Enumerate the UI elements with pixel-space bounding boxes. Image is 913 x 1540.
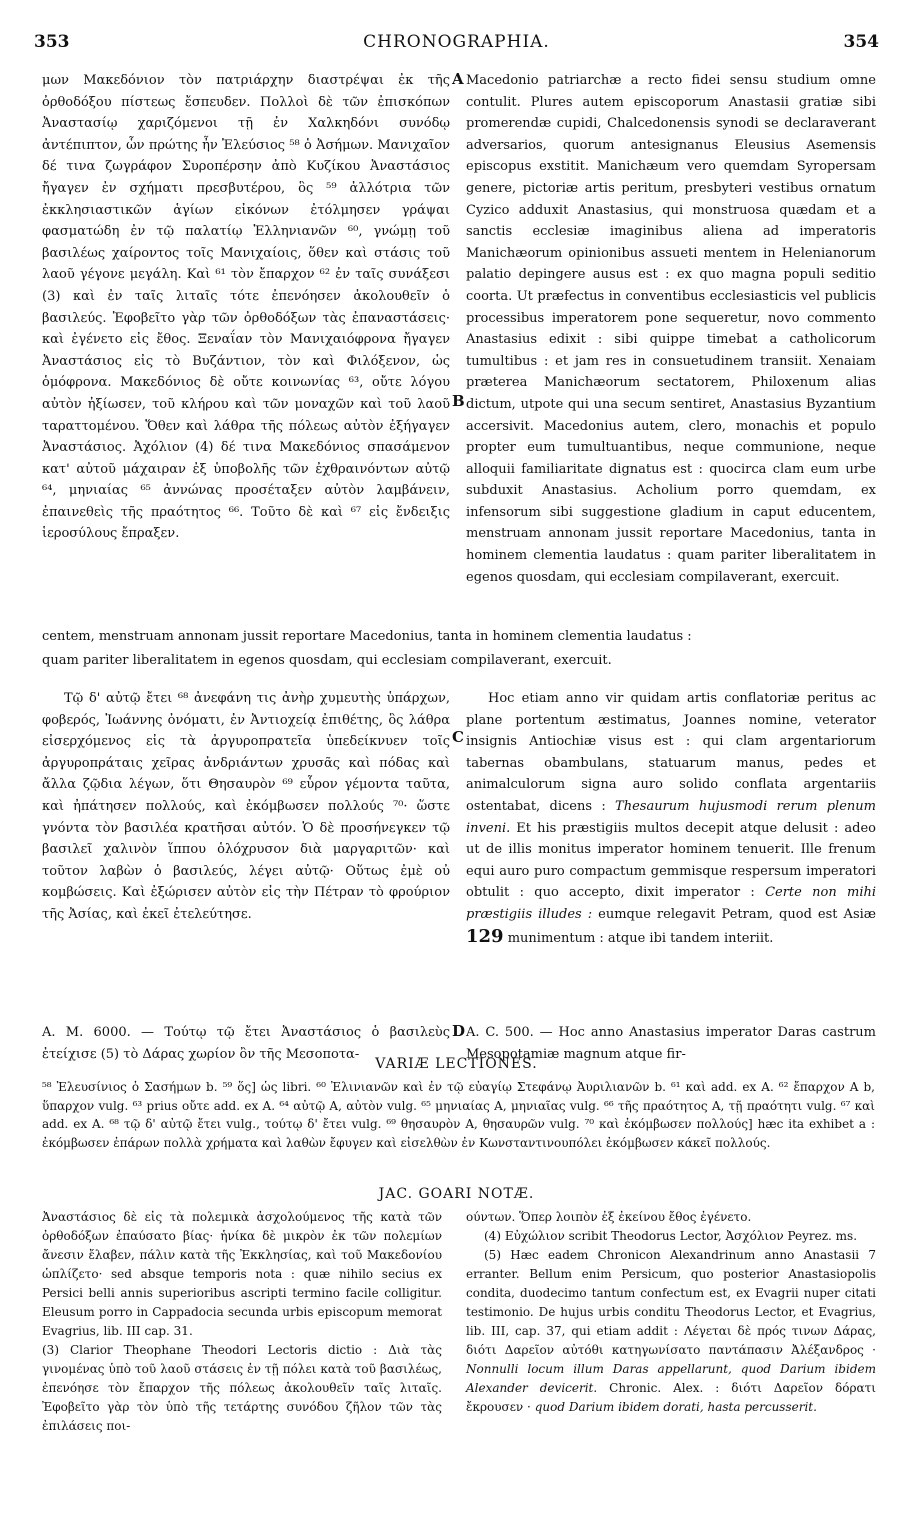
fullwidth-line-1: centem, menstruam annonam jussit reportare Macedonius, tanta in hominem clementia laudatus :	[42, 629, 692, 644]
variae-lectiones-text: ⁵⁸ Ἐλευσίνιος ὁ Σασήμων b. ⁵⁹ ὅς] ὡς libri. ⁶⁰ Ἐλινιανῶν καὶ ἐν τῷ εὐαγίῳ Στεφάνῳ Ἀυριλιανῶν b. ⁶¹ καὶ add. ex A. ⁶² ἔπαρχον A b, ὕπαρχον vulg. ⁶³ prius οὔτε add. ex A. ⁶⁴ αὐτῷ A, αὐτὸν vulg. ⁶⁵ μηνιαίας A, μηνιαῖας vulg. ⁶⁶ τῆς πραότητος A, τῇ πραότητι vulg. ⁶⁷ καὶ add. ex A. ⁶⁸ τῷ δ' αὐτῷ ἔτει vulg., τούτῳ δ' ἔτει vulg. ⁶⁹ θησαυρὸν A, θησαυρῶν vulg. ⁷⁰ καὶ ἐκόμβωσεν πολλούς] hæc ita exhibet a : ἐκόμβωσεν ἐπάρων πολλὰ χρήματα καὶ λαθὼν ἔφυγεν καὶ εἰσελθὼν ἐν Κωνσταντινουπόλει ἐκόμβωσεν κάκεῖ πολλούς.	[42, 1080, 875, 1150]
latin-paragraph-2	[466, 688, 876, 949]
latin-paragraph-1: Macedonio patriarchæ a recto fidei sensu studium omne contulit. Plures autem episcoporum Anastasii gratiæ sibi promerendæ cupidi, Chalcedonensis synodi se declaraverant adversarios, quorum antesignanus Eleusius Asemensis episcopus exstitit. Manichæum vero quemdam Syropersam genere, pictoriæ artis peritum, presbyteri vestibus ornatum Cyzico adduxit Anastasius, qui monstruosa quædam et a sanctis ecclesiæ imaginibus aliena ad imperatoris Manichæorum opinionibus assueti mentem in Helenianorum palatio depingere ausus est : ex quo magna populi seditio coorta. Ut præfectus in conventibus ecclesiasticis vel publicis processibus imperatorem pone sequeretur, novo commento Anastasius edixit : sibi quippe timebat a catholicorum tumultibus : et jam res in consuetudinem transiit. Xenaiam præterea Manichæorum sectatorem, Philoxenum alias dictum, utpote qui una secum sentiret, Anastasius Byzantium accersivit. Macedonius autem, clero, monachis et populo propter eum tumultuantibus, neque communione, neque alloquii familiaritate dignatus est : quocirca clam eum urbe subduxit Anastasius. Acholium porro quemdam, ex infensorum sibi suggestione gladium in caput educentem, menstruam annonam jussit reportare Macedonius, tanta in hominem clementia laudatus : quam pariter liberalitatem in egenos quosdam, qui ecclesiam compilaverant, exercuit.	[466, 73, 876, 585]
latin-text-2c: eumque relegavit Petram, quod est Asiæ	[598, 906, 876, 922]
note-text-right-1: ούντων. Ὅπερ λοιπὸν ἐξ ἐκείνου ἔθος ἐγένετο.	[466, 1210, 752, 1224]
notes-left-column	[42, 1208, 442, 1436]
note-text-left-2: (3) Clarior Theophane Theodori Lectoris dictio : Διὰ τὰς γινομένας ὑπὸ τοῦ λαοῦ στάσεις ἐν τῇ πόλει κατὰ τοῦ βασιλέως, ἐπενόησε τὸν ἔπαρχον τῆς πόλεως ἀκολουθεῖν ταῖς λιταῖς. Ἐφοβεῖτο γὰρ τὸν ὑπὸ τῆς τετάρτης συνόδου ζῆλον τῶν τὰς ἐπιλάσεις ποι-	[42, 1343, 442, 1433]
page-header	[34, 32, 879, 58]
note-text-left-1: Ἀναστάσιος δὲ εἰς τὰ πολεμικὰ ἀσχολούμενος τῆς κατὰ τῶν ὀρθοδόξων ἐπαύσατο βίας· ἡνίκα δὲ μικρὸν ἐκ τῶν πολεμίων ἄνεσιν ἔλαβεν, πάλιν κατὰ τῆς Ἐκκλησίας, καὶ τοῦ Μακεδονίου ὡπλίζετο· sed absque temporis nota : quæ nihilo secius ex Persici belli annis superioribus ascripti termino facile colligitur. Eleusum porro in Cappadocia secunda urbis episcopum memorat Evagrius, lib. III cap. 31.	[42, 1210, 442, 1338]
page-number-right: 354	[843, 32, 879, 52]
latin-quote-1: Thesaurum hujusmodi rerum plenum inveni.	[466, 798, 876, 836]
notes-heading: JAC. GOARI NOTÆ.	[378, 1186, 535, 1202]
fullwidth-line-2: quam pariter liberalitatem in egenos quosdam, qui ecclesiam compilaverant, exercuit.	[42, 653, 612, 668]
note-right-3a: (5) Hæc eadem Chronicon Alexandrinum anno Anastasii 7 erranter. Bellum enim Persicum, quo posterior Anastasiopolis condita, duodecimo tantum confectum est, ex Evagrii nuper citati testimonio. De hujus urbis conditu Theodorus Lector, et Evagrius, lib. III, cap. 37, qui etiam addit : Λέγεται δὲ πρός τινων Δάρας, διότι Δαρεῖον αὐτόθι κατηγωνίσατο παντάπασιν Ἀλέξανδρος ·	[466, 1248, 876, 1357]
margin-letter-b: B	[452, 392, 465, 410]
margin-letter-c: C	[452, 728, 464, 746]
note-right-3b: Chronic. Alex. : διότι Δαρεῖον δόρατι ἔκρουσεν ·	[466, 1381, 876, 1414]
margin-letter-a: A	[452, 70, 464, 88]
latin-year-entry: A. C. 500. — Hoc anno Anastasius imperator Daras castrum Mesopotamiæ magnum atque fir-	[466, 1025, 876, 1062]
greek-year-entry: A. M. 6000. — Τούτῳ τῷ ἔτει Ἀναστάσιος ὁ βασιλεὺς ἐτείχισε (5) τὸ Δάρας χωρίον ὂν τῆς Μεσοποτα-	[42, 1025, 450, 1062]
latin-column-2	[466, 688, 876, 1006]
margin-number: 129	[466, 925, 504, 947]
notes-right-column	[466, 1208, 876, 1417]
note-text-right-2: (4) Εὐχώλιον scribit Theodorus Lector, Ἀσχόλιον Peyrez. ms.	[484, 1229, 858, 1243]
latin-text-2b: Et his præstigiis multos decepit atque delusit : adeo ut de illis monitus imperator hominem tenuerit. Ille frenum equi auro puro compactum gemmisque respersum imperatori obtulit : quo accepto, dixit imperator :	[466, 820, 876, 901]
greek-column-2	[42, 688, 450, 1006]
greek-paragraph-1: μων Μακεδόνιον τὸν πατριάρχην διαστρέψαι ἐκ τῆς ὀρθοδόξου πίστεως ἔσπευδεν. Πολλοὶ δὲ τῶν ἐπισκόπων Ἀναστασίῳ χαριζόμενοι τῇ ἐν Χαλκηδόνι συνόδῳ ἀντέπιπτον, ὧν πρώτης ἦν Ἐλεύσιος ⁵⁸ ὁ Ἀσήμων. Μανιχαῖον δέ τινα ζωγράφον Συροπέρσην ἀπὸ Κυζίκου Ἀναστάσιος ἤγαγεν ἐν σχήματι πρεσβυτέρου, ὃς ⁵⁹ ἀλλότρια τῶν ἐκκλησιαστικῶν ἁγίων εἰκόνων ἐτόλμησεν γράψαι φασματώδη ἐν τῷ παλατίῳ Ἑλληνιανῶν ⁶⁰, γνώμῃ τοῦ βασιλέως χαίροντος τοῖς Μανιχαίοις, ὅθεν καὶ στάσις τοῦ λαοῦ γέγονε μεγάλη. Καὶ ⁶¹ τὸν ἔπαρχον ⁶² ἐν ταῖς συνάξεσι (3) καὶ ἐν ταῖς λιταῖς τότε ἐπενόησεν ἀκολουθεῖν ὁ βασιλεύς. Ἐφοβεῖτο γὰρ τῶν ὀρθοδόξων τὰς ἐπαναστάσεις· καὶ ἐγένετο εἰς ἔθος. Ξεναΐαν τὸν Μανιχαιόφρονα ἤγαγεν Ἀναστάσιος εἰς τὸ Βυζάντιον, τὸν καὶ Φιλόξενον, ὡς ὁμόφρονα. Μακεδόνιος δὲ οὔτε κοινωνίας ⁶³, οὔτε λόγου αὐτὸν ἠξίωσεν, τοῦ κλήρου καὶ τῶν μοναχῶν καὶ τοῦ λαοῦ ταραττομένου. Ὅθεν καὶ λάθρα τῆς πόλεως αὐτὸν ἐξήγαγεν Ἀναστάσιος. Ἀχόλιον (4) δέ τινα Μακεδόνιος σπασάμενον κατ' αὐτοῦ μάχαιραν ἐξ ὑποβολῆς τῶν ἐχθραινόντων αὐτῷ ⁶⁴, μηνιαίας ⁶⁵ ἀννώνας προσέταξεν αὐτὸν λαμβάνειν, ἐπαινεθεὶς τῆς πραότητος ⁶⁶. Τοῦτο δὲ καὶ ⁶⁷ εἰς ἔνδειξις ἱεροσύλους ἔπραξεν.	[42, 73, 450, 542]
latin-text-2d: munimentum : atque ibi tandem interiit.	[507, 930, 774, 946]
running-title: CHRONOGRAPHIA.	[363, 32, 550, 52]
note-right-quote-2: quod Darium ibidem dorati, hasta percusserit.	[534, 1400, 817, 1414]
note-text-right-3	[466, 1246, 876, 1417]
latin-text-2a: Hoc etiam anno vir quidam artis conflatoriæ peritus ac plane portentum æstimatus, Joannes nomine, veterator insignis Antiochiæ visus est : qui clam argentariorum tabernas obambulans, statuarum manus, pedes et animalculorum signa auro solido conflata argentariis ostentabat, dicens :	[466, 691, 876, 814]
margin-letter-d: D	[452, 1022, 466, 1040]
latin-quote-2: Certe non mihi præstigiis illudes :	[466, 885, 876, 922]
variae-lectiones-heading: VARIÆ LECTIONES.	[375, 1056, 538, 1072]
latin-column-1	[466, 70, 876, 620]
note-right-quote-1: Nonnulli locum illum Daras appellarunt, quod Darium ibidem Alexander devicerit.	[466, 1362, 876, 1395]
greek-column-1	[42, 70, 450, 620]
page-number-left: 353	[34, 32, 70, 52]
greek-paragraph-2: Τῷ δ' αὐτῷ ἔτει ⁶⁸ ἀνεφάνη τις ἀνὴρ χυμευτὴς ὑπάρχων, φοβερός, Ἰωάννης ὀνόματι, ἐν Ἀντιοχείᾳ ἐπιθέτης, ὃς λάθρα εἰσερχόμενος εἰς τὰ ἀργυροπρατεῖα ὑπεδείκνυεν τοῖς ἀργυροπράταις χεῖρας ἀνδριάντων χρυσᾶς καὶ πόδας καὶ ἄλλα ζῷδια λέγων, ὅτι Θησαυρὸν ⁶⁹ εὗρον γέμοντα ταῦτα, καὶ ἠπάτησεν πολλούς, καὶ ἐκόμβωσεν πολλούς ⁷⁰· ὥστε γνόντα τὸν βασιλέα κρατῆσαι αὐτόν. Ὁ δὲ προσήνεγκεν τῷ βασιλεῖ χαλινὸν ἵππου ὁλόχρυσον διὰ μαργαριτῶν· καὶ τοῦτον λαβὼν ὁ βασιλεύς, λέγει αὐτῷ· Οὕτως ἐμὲ οὐ κομβώσεις. Καὶ ἐξώρισεν αὐτὸν εἰς τὴν Πέτραν τὸ φρούριον τῆς Ἀσίας, καὶ ἐκεῖ ἐτελεύτησε.	[42, 691, 450, 922]
